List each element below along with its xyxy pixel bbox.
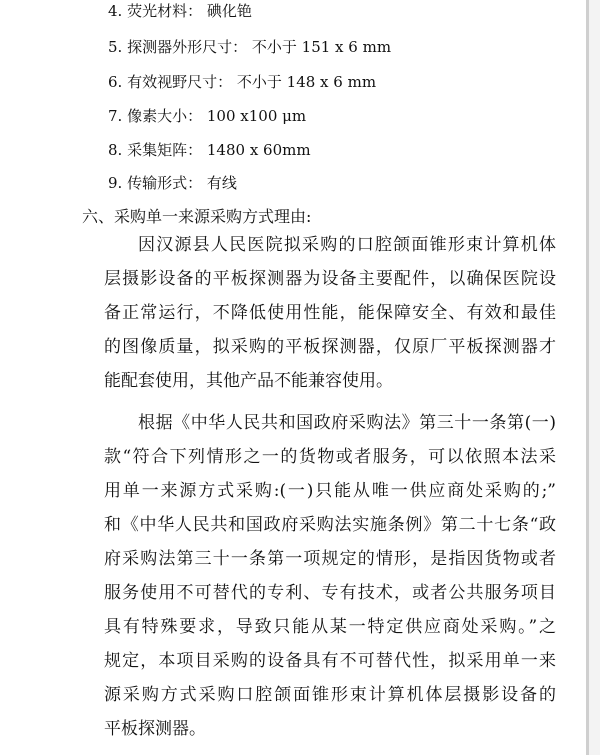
spec-label: 有效视野尺寸： xyxy=(127,73,233,91)
paragraph-line: 能配套使用，其他产品不能兼容使用。 xyxy=(104,371,393,391)
paragraph-line: 和《中华人民共和国政府采购法实施条例》第二十七条“政 xyxy=(104,515,556,535)
paragraph-line: 层摄影设备的平板探测器为设备主要配件，以确保医院设 xyxy=(104,269,556,289)
spec-item xyxy=(108,70,376,94)
spec-value: 100 x100 μm xyxy=(206,107,307,125)
spec-item xyxy=(108,138,311,162)
paragraph-line: 服务使用不可替代的专利、专有技术，或者公共服务项目 xyxy=(104,583,556,603)
spec-label: 荧光材料： xyxy=(127,2,203,20)
spec-label: 采集矩阵： xyxy=(127,141,203,159)
spec-item xyxy=(108,171,237,195)
spec-number: 8. xyxy=(108,141,123,159)
spec-value: 1480 x 60mm xyxy=(206,141,311,159)
spec-label: 探测器外形尺寸： xyxy=(127,38,248,56)
paragraph-reason xyxy=(104,228,556,398)
paragraph-line: 源采购方式采购口腔颌面锥形束计算机体层摄影设备的 xyxy=(104,685,556,705)
paragraph-legal-basis xyxy=(104,406,556,746)
paragraph-line: 府采购法第三十一条第一项规定的情形，是指因货物或者 xyxy=(104,549,556,569)
paragraph-line: 因汉源县人民医院拟采购的口腔颌面锥形束计算机体 xyxy=(138,235,556,255)
spec-item xyxy=(108,0,252,23)
spec-value: 碘化铯 xyxy=(206,2,252,20)
spec-item xyxy=(108,104,306,128)
page-margin-shadow xyxy=(589,0,600,755)
spec-number: 7. xyxy=(108,107,123,125)
spec-value: 不小于 151 x 6 mm xyxy=(251,38,392,56)
spec-item xyxy=(108,35,391,59)
paragraph-line: 根据《中华人民共和国政府采购法》第三十一条第(一) xyxy=(138,413,556,433)
spec-value: 不小于 148 x 6 mm xyxy=(236,73,377,91)
paragraph-line: 用单一来源方式采购:(一)只能从唯一供应商处采购的;” xyxy=(104,481,556,501)
paragraph-line: 备正常运行，不降低使用性能，能保障安全、有效和最佳 xyxy=(104,303,556,323)
paragraph-line: 的图像质量，拟采购的平板探测器，仅原厂平板探测器才 xyxy=(104,337,556,357)
spec-value: 有线 xyxy=(206,174,237,192)
paragraph-line: 具有特殊要求，导致只能从某一特定供应商处采购。”之 xyxy=(104,617,556,637)
spec-label: 像素大小： xyxy=(127,107,203,125)
paragraph-line: 款“符合下列情形之一的货物或者服务，可以依照本法采 xyxy=(104,447,556,467)
spec-number: 4. xyxy=(108,2,123,20)
paragraph-line: 平板探测器。 xyxy=(104,719,206,739)
paragraph-line: 规定，本项目采购的设备具有不可替代性，拟采用单一来 xyxy=(104,651,556,671)
spec-number: 9. xyxy=(108,174,123,192)
spec-label: 传输形式： xyxy=(127,174,203,192)
section-heading: 六、采购单一来源采购方式理由: xyxy=(82,207,312,226)
spec-number: 6. xyxy=(108,73,123,91)
spec-number: 5. xyxy=(108,38,123,56)
